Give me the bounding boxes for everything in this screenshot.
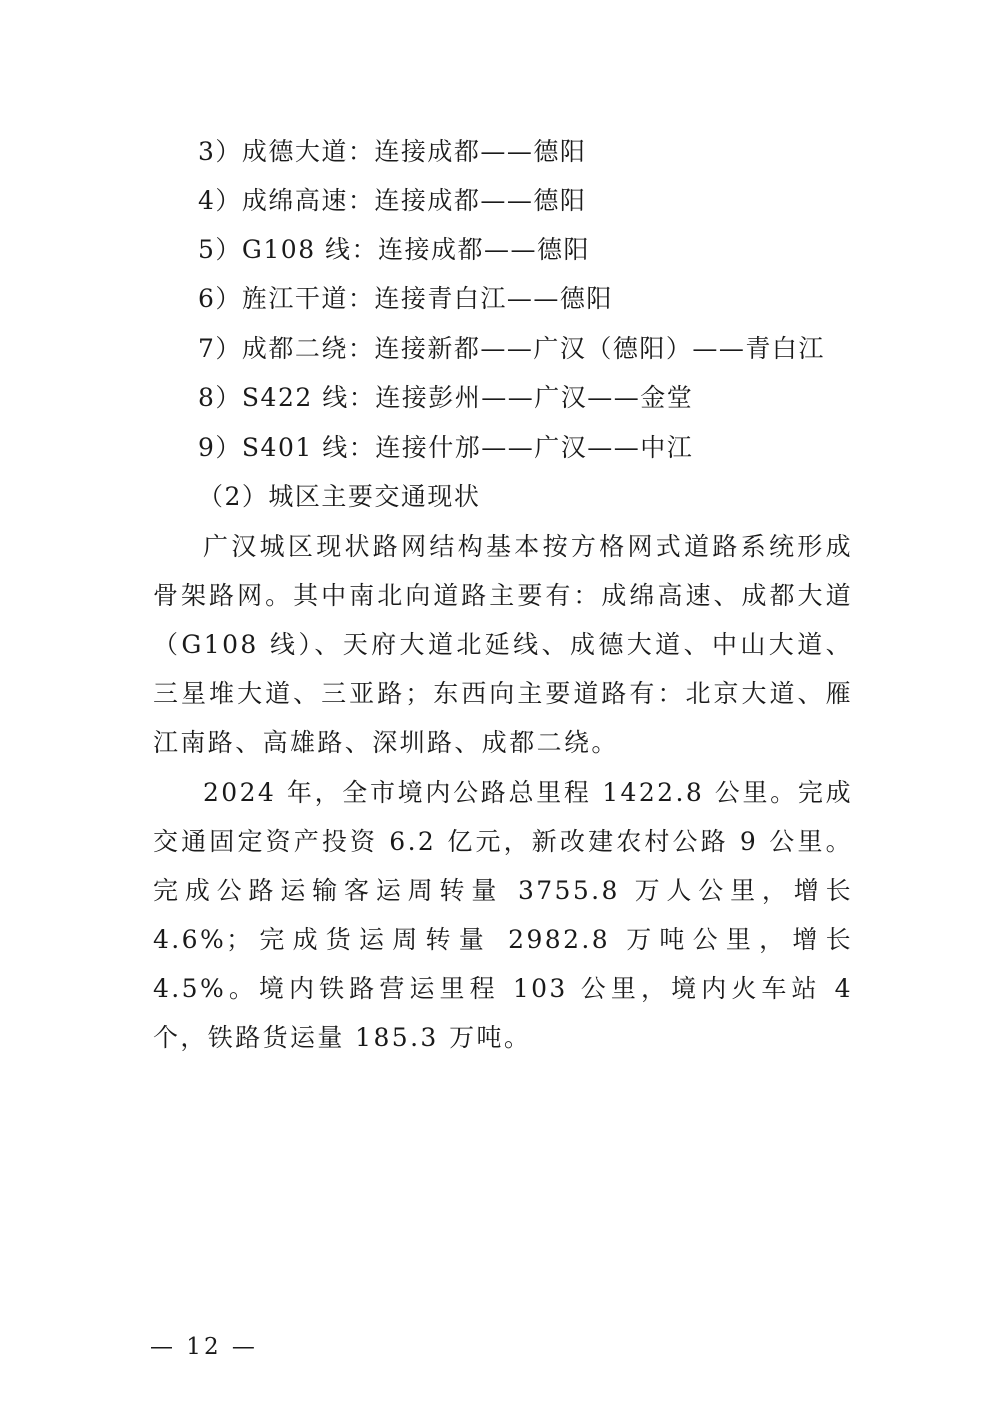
list-item: 5）G108 线：连接成都——德阳 [198, 235, 591, 264]
list-item: 4）成绵高速：连接成都——德阳 [198, 186, 587, 215]
list-item: 9）S401 线：连接什邡——广汉——中江 [198, 433, 694, 462]
list-item: 7）成都二绕：连接新都——广汉（德阳）——青白江 [198, 334, 825, 363]
page-number: — 12 — [150, 1334, 258, 1360]
list-item: 8）S422 线：连接彭州——广汉——金堂 [198, 383, 694, 412]
section-heading: （2）城区主要交通现状 [198, 482, 481, 511]
body-paragraph: 2024 年，全市境内公路总里程 1422.8 公里。完成交通固定资产投资 6.2 亿元，新改建农村公路 9 公里。完成公路运输客运周转量 3755.8 万人公里，增长 4.6%；完成货运周转量 2982.8 万吨公里，增长 4.5%。境内铁路营运里程 103 公里，境内火车站 4 个，铁路货运量 185.3 万吨。 [153, 778, 853, 1052]
body-paragraph: 广汉城区现状路网结构基本按方格网式道路系统形成骨架路网。其中南北向道路主要有：成绵高速、成都大道（G108 线）、天府大道北延线、成德大道、中山大道、三星堆大道、三亚路；东西向主要道路有：北京大道、雁江南路、高雄路、深圳路、成都二绕。 [153, 532, 853, 757]
list-item: 3）成德大道：连接成都——德阳 [198, 137, 587, 166]
list-item: 6）旌江干道：连接青白江——德阳 [198, 284, 613, 313]
